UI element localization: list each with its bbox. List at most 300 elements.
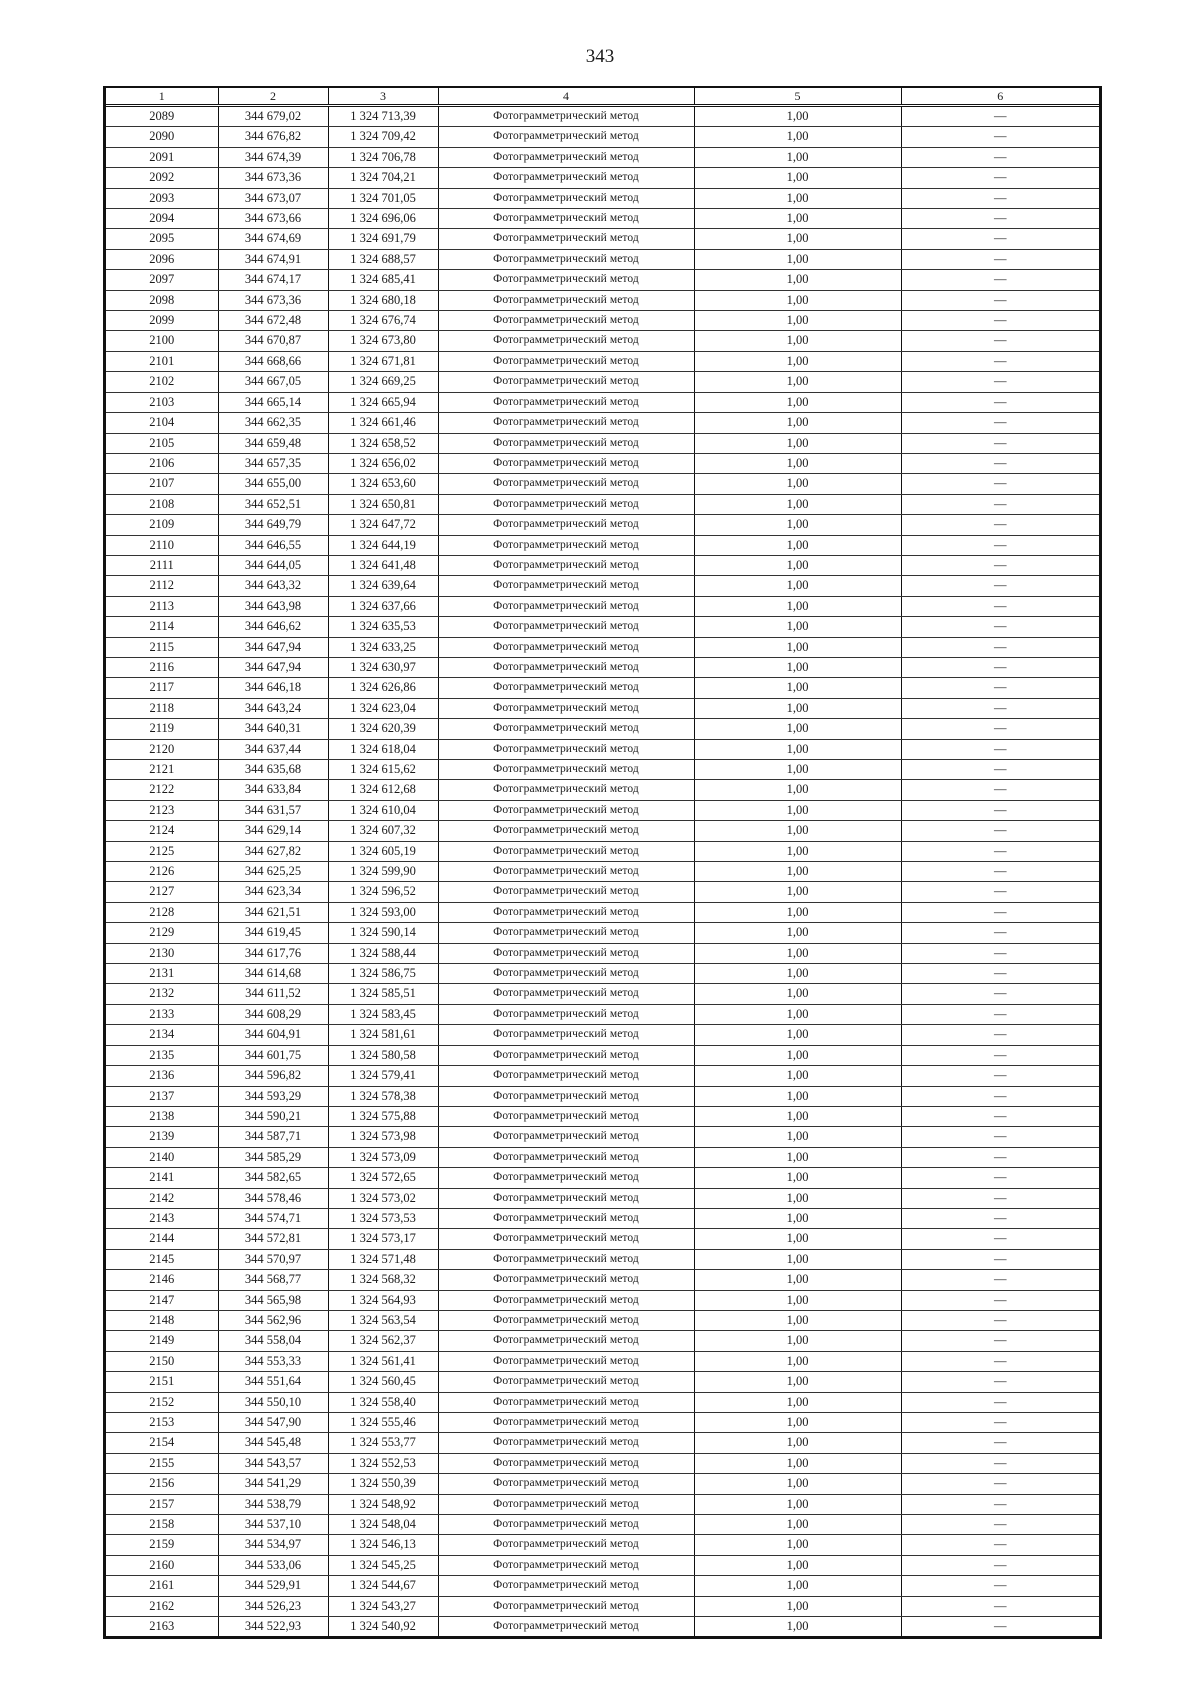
- cell-method: Фотограмметрический метод: [438, 1106, 694, 1126]
- cell-accuracy: 1,00: [694, 106, 901, 127]
- cell-coordinate-x: 344 529,91: [218, 1576, 328, 1596]
- table-row: [106, 617, 1099, 637]
- cell-point-number: 2114: [106, 617, 218, 637]
- cell-coordinate-x: 344 643,24: [218, 698, 328, 718]
- table-row: [106, 494, 1099, 514]
- table-row: [106, 800, 1099, 820]
- cell-accuracy: 1,00: [694, 392, 901, 412]
- cell-point-number: 2116: [106, 657, 218, 677]
- cell-note: —: [901, 106, 1099, 127]
- cell-coordinate-x: 344 543,57: [218, 1453, 328, 1473]
- cell-point-number: 2141: [106, 1168, 218, 1188]
- cell-accuracy: 1,00: [694, 188, 901, 208]
- cell-note: —: [901, 1372, 1099, 1392]
- cell-point-number: 2093: [106, 188, 218, 208]
- table-row: [106, 1208, 1099, 1228]
- table-row: [106, 1392, 1099, 1412]
- cell-coordinate-x: 344 537,10: [218, 1515, 328, 1535]
- cell-coordinate-x: 344 614,68: [218, 964, 328, 984]
- cell-accuracy: 1,00: [694, 1270, 901, 1290]
- cell-coordinate-y: 1 324 596,52: [328, 882, 438, 902]
- cell-method: Фотограмметрический метод: [438, 841, 694, 861]
- cell-method: Фотограмметрический метод: [438, 413, 694, 433]
- cell-coordinate-x: 344 629,14: [218, 821, 328, 841]
- cell-coordinate-y: 1 324 713,39: [328, 106, 438, 127]
- cell-point-number: 2107: [106, 474, 218, 494]
- cell-point-number: 2138: [106, 1106, 218, 1126]
- cell-method: Фотограмметрический метод: [438, 964, 694, 984]
- cell-point-number: 2105: [106, 433, 218, 453]
- cell-method: Фотограмметрический метод: [438, 923, 694, 943]
- cell-point-number: 2109: [106, 515, 218, 535]
- cell-coordinate-y: 1 324 623,04: [328, 698, 438, 718]
- cell-note: —: [901, 841, 1099, 861]
- cell-accuracy: 1,00: [694, 1392, 901, 1412]
- cell-point-number: 2162: [106, 1596, 218, 1616]
- cell-method: Фотограмметрический метод: [438, 1310, 694, 1330]
- table-row: [106, 1249, 1099, 1269]
- table-row: [106, 1045, 1099, 1065]
- table-row: [106, 188, 1099, 208]
- cell-coordinate-x: 344 619,45: [218, 923, 328, 943]
- cell-coordinate-x: 344 640,31: [218, 719, 328, 739]
- cell-method: Фотограмметрический метод: [438, 902, 694, 922]
- cell-coordinate-y: 1 324 581,61: [328, 1025, 438, 1045]
- cell-note: —: [901, 657, 1099, 677]
- table-row: [106, 698, 1099, 718]
- table-row: [106, 596, 1099, 616]
- cell-coordinate-y: 1 324 575,88: [328, 1106, 438, 1126]
- column-header-3: 3: [328, 88, 438, 106]
- cell-accuracy: 1,00: [694, 474, 901, 494]
- table-row: [106, 229, 1099, 249]
- cell-coordinate-y: 1 324 590,14: [328, 923, 438, 943]
- column-header-6: 6: [901, 88, 1099, 106]
- cell-note: —: [901, 984, 1099, 1004]
- cell-coordinate-x: 344 562,96: [218, 1310, 328, 1330]
- table-row: [106, 290, 1099, 310]
- table-row: [106, 760, 1099, 780]
- table-row: [106, 1066, 1099, 1086]
- cell-coordinate-y: 1 324 550,39: [328, 1474, 438, 1494]
- table-row: [106, 1147, 1099, 1167]
- cell-accuracy: 1,00: [694, 351, 901, 371]
- table-row: [106, 984, 1099, 1004]
- cell-coordinate-x: 344 547,90: [218, 1413, 328, 1433]
- cell-coordinate-x: 344 582,65: [218, 1168, 328, 1188]
- cell-accuracy: 1,00: [694, 515, 901, 535]
- table-row: [106, 1310, 1099, 1330]
- cell-note: —: [901, 453, 1099, 473]
- cell-point-number: 2163: [106, 1617, 218, 1637]
- cell-coordinate-x: 344 623,34: [218, 882, 328, 902]
- cell-note: —: [901, 270, 1099, 290]
- cell-method: Фотограмметрический метод: [438, 596, 694, 616]
- cell-coordinate-x: 344 646,55: [218, 535, 328, 555]
- table-row: [106, 168, 1099, 188]
- cell-note: —: [901, 1086, 1099, 1106]
- cell-coordinate-x: 344 574,71: [218, 1208, 328, 1228]
- cell-method: Фотограмметрический метод: [438, 719, 694, 739]
- cell-accuracy: 1,00: [694, 821, 901, 841]
- cell-accuracy: 1,00: [694, 1106, 901, 1126]
- table-row: [106, 1168, 1099, 1188]
- cell-note: —: [901, 1555, 1099, 1575]
- cell-coordinate-y: 1 324 669,25: [328, 372, 438, 392]
- cell-point-number: 2132: [106, 984, 218, 1004]
- cell-coordinate-y: 1 324 661,46: [328, 413, 438, 433]
- cell-point-number: 2156: [106, 1474, 218, 1494]
- cell-accuracy: 1,00: [694, 1617, 901, 1637]
- cell-point-number: 2110: [106, 535, 218, 555]
- cell-point-number: 2130: [106, 943, 218, 963]
- cell-note: —: [901, 1331, 1099, 1351]
- cell-note: —: [901, 943, 1099, 963]
- cell-note: —: [901, 1208, 1099, 1228]
- cell-point-number: 2100: [106, 331, 218, 351]
- cell-method: Фотограмметрический метод: [438, 1372, 694, 1392]
- cell-point-number: 2144: [106, 1229, 218, 1249]
- table-row: [106, 331, 1099, 351]
- cell-method: Фотограмметрический метод: [438, 1249, 694, 1269]
- table-row: [106, 841, 1099, 861]
- cell-point-number: 2101: [106, 351, 218, 371]
- cell-method: Фотограмметрический метод: [438, 1351, 694, 1371]
- cell-accuracy: 1,00: [694, 433, 901, 453]
- cell-note: —: [901, 1515, 1099, 1535]
- cell-coordinate-y: 1 324 641,48: [328, 555, 438, 575]
- cell-point-number: 2134: [106, 1025, 218, 1045]
- cell-point-number: 2128: [106, 902, 218, 922]
- table-row: [106, 1535, 1099, 1555]
- cell-note: —: [901, 637, 1099, 657]
- cell-point-number: 2126: [106, 862, 218, 882]
- cell-accuracy: 1,00: [694, 678, 901, 698]
- cell-method: Фотограмметрический метод: [438, 168, 694, 188]
- cell-note: —: [901, 1535, 1099, 1555]
- cell-method: Фотограмметрический метод: [438, 1535, 694, 1555]
- cell-method: Фотограмметрический метод: [438, 1127, 694, 1147]
- cell-coordinate-y: 1 324 558,40: [328, 1392, 438, 1412]
- cell-coordinate-y: 1 324 562,37: [328, 1331, 438, 1351]
- cell-note: —: [901, 1310, 1099, 1330]
- cell-coordinate-x: 344 649,79: [218, 515, 328, 535]
- table-row: [106, 964, 1099, 984]
- cell-coordinate-y: 1 324 671,81: [328, 351, 438, 371]
- cell-method: Фотограмметрический метод: [438, 1208, 694, 1228]
- table-row: [106, 474, 1099, 494]
- table-row: [106, 1617, 1099, 1637]
- cell-method: Фотограмметрический метод: [438, 453, 694, 473]
- table-row: [106, 270, 1099, 290]
- cell-method: Фотограмметрический метод: [438, 555, 694, 575]
- cell-method: Фотограмметрический метод: [438, 147, 694, 167]
- cell-note: —: [901, 1045, 1099, 1065]
- cell-accuracy: 1,00: [694, 147, 901, 167]
- cell-method: Фотограмметрический метод: [438, 474, 694, 494]
- cell-method: Фотограмметрический метод: [438, 821, 694, 841]
- cell-coordinate-y: 1 324 544,67: [328, 1576, 438, 1596]
- cell-accuracy: 1,00: [694, 555, 901, 575]
- table-row: [106, 1453, 1099, 1473]
- cell-method: Фотограмметрический метод: [438, 1576, 694, 1596]
- table-row: [106, 1331, 1099, 1351]
- cell-coordinate-x: 344 522,93: [218, 1617, 328, 1637]
- cell-accuracy: 1,00: [694, 270, 901, 290]
- cell-accuracy: 1,00: [694, 862, 901, 882]
- cell-accuracy: 1,00: [694, 127, 901, 147]
- cell-note: —: [901, 1106, 1099, 1126]
- cell-coordinate-y: 1 324 599,90: [328, 862, 438, 882]
- cell-coordinate-y: 1 324 561,41: [328, 1351, 438, 1371]
- cell-coordinate-x: 344 672,48: [218, 311, 328, 331]
- cell-coordinate-x: 344 673,36: [218, 290, 328, 310]
- cell-coordinate-y: 1 324 553,77: [328, 1433, 438, 1453]
- cell-coordinate-y: 1 324 607,32: [328, 821, 438, 841]
- cell-coordinate-y: 1 324 605,19: [328, 841, 438, 861]
- cell-method: Фотограмметрический метод: [438, 515, 694, 535]
- cell-accuracy: 1,00: [694, 841, 901, 861]
- cell-note: —: [901, 515, 1099, 535]
- table-row: [106, 902, 1099, 922]
- table-row: [106, 1086, 1099, 1106]
- cell-note: —: [901, 1474, 1099, 1494]
- cell-point-number: 2125: [106, 841, 218, 861]
- cell-point-number: 2103: [106, 392, 218, 412]
- cell-note: —: [901, 923, 1099, 943]
- cell-note: —: [901, 1617, 1099, 1637]
- cell-coordinate-y: 1 324 691,79: [328, 229, 438, 249]
- cell-point-number: 2133: [106, 1004, 218, 1024]
- cell-accuracy: 1,00: [694, 1127, 901, 1147]
- cell-coordinate-x: 344 568,77: [218, 1270, 328, 1290]
- cell-coordinate-x: 344 673,66: [218, 209, 328, 229]
- table-row: [106, 535, 1099, 555]
- cell-note: —: [901, 1596, 1099, 1616]
- cell-point-number: 2124: [106, 821, 218, 841]
- table-row: [106, 1433, 1099, 1453]
- cell-coordinate-x: 344 670,87: [218, 331, 328, 351]
- cell-point-number: 2143: [106, 1208, 218, 1228]
- cell-note: —: [901, 209, 1099, 229]
- cell-note: —: [901, 311, 1099, 331]
- cell-note: —: [901, 576, 1099, 596]
- cell-coordinate-x: 344 655,00: [218, 474, 328, 494]
- cell-method: Фотограмметрический метод: [438, 209, 694, 229]
- cell-coordinate-y: 1 324 635,53: [328, 617, 438, 637]
- cell-coordinate-y: 1 324 579,41: [328, 1066, 438, 1086]
- cell-coordinate-x: 344 553,33: [218, 1351, 328, 1371]
- cell-accuracy: 1,00: [694, 984, 901, 1004]
- cell-note: —: [901, 290, 1099, 310]
- cell-coordinate-y: 1 324 658,52: [328, 433, 438, 453]
- cell-coordinate-x: 344 593,29: [218, 1086, 328, 1106]
- cell-note: —: [901, 964, 1099, 984]
- cell-point-number: 2096: [106, 249, 218, 269]
- cell-method: Фотограмметрический метод: [438, 1596, 694, 1616]
- cell-method: Фотограмметрический метод: [438, 1045, 694, 1065]
- cell-point-number: 2102: [106, 372, 218, 392]
- cell-coordinate-x: 344 676,82: [218, 127, 328, 147]
- cell-coordinate-x: 344 646,18: [218, 678, 328, 698]
- cell-coordinate-y: 1 324 680,18: [328, 290, 438, 310]
- cell-coordinate-x: 344 633,84: [218, 780, 328, 800]
- cell-point-number: 2136: [106, 1066, 218, 1086]
- cell-coordinate-x: 344 647,94: [218, 657, 328, 677]
- cell-coordinate-y: 1 324 573,09: [328, 1147, 438, 1167]
- cell-coordinate-x: 344 662,35: [218, 413, 328, 433]
- cell-method: Фотограмметрический метод: [438, 270, 694, 290]
- cell-method: Фотограмметрический метод: [438, 984, 694, 1004]
- cell-coordinate-y: 1 324 593,00: [328, 902, 438, 922]
- cell-coordinate-y: 1 324 586,75: [328, 964, 438, 984]
- cell-note: —: [901, 902, 1099, 922]
- cell-note: —: [901, 1229, 1099, 1249]
- cell-point-number: 2158: [106, 1515, 218, 1535]
- cell-accuracy: 1,00: [694, 882, 901, 902]
- cell-coordinate-x: 344 631,57: [218, 800, 328, 820]
- cell-accuracy: 1,00: [694, 1372, 901, 1392]
- table-row: [106, 1515, 1099, 1535]
- cell-point-number: 2152: [106, 1392, 218, 1412]
- cell-method: Фотограмметрический метод: [438, 372, 694, 392]
- cell-method: Фотограмметрический метод: [438, 800, 694, 820]
- cell-method: Фотограмметрический метод: [438, 433, 694, 453]
- cell-method: Фотограмметрический метод: [438, 311, 694, 331]
- cell-coordinate-x: 344 643,32: [218, 576, 328, 596]
- cell-coordinate-x: 344 611,52: [218, 984, 328, 1004]
- cell-method: Фотограмметрический метод: [438, 1331, 694, 1351]
- cell-method: Фотограмметрический метод: [438, 780, 694, 800]
- cell-coordinate-x: 344 673,36: [218, 168, 328, 188]
- cell-coordinate-y: 1 324 637,66: [328, 596, 438, 616]
- cell-coordinate-x: 344 652,51: [218, 494, 328, 514]
- cell-method: Фотограмметрический метод: [438, 535, 694, 555]
- cell-method: Фотограмметрический метод: [438, 617, 694, 637]
- cell-method: Фотограмметрический метод: [438, 698, 694, 718]
- cell-point-number: 2137: [106, 1086, 218, 1106]
- cell-method: Фотограмметрический метод: [438, 1270, 694, 1290]
- cell-accuracy: 1,00: [694, 760, 901, 780]
- cell-point-number: 2104: [106, 413, 218, 433]
- cell-method: Фотограмметрический метод: [438, 1433, 694, 1453]
- cell-point-number: 2095: [106, 229, 218, 249]
- coordinates-table: [103, 86, 1102, 1639]
- cell-method: Фотограмметрический метод: [438, 106, 694, 127]
- cell-accuracy: 1,00: [694, 1596, 901, 1616]
- table-row: [106, 1494, 1099, 1514]
- cell-note: —: [901, 168, 1099, 188]
- cell-accuracy: 1,00: [694, 1025, 901, 1045]
- table-row: [106, 1474, 1099, 1494]
- cell-accuracy: 1,00: [694, 1004, 901, 1024]
- cell-accuracy: 1,00: [694, 1515, 901, 1535]
- cell-coordinate-y: 1 324 630,97: [328, 657, 438, 677]
- cell-accuracy: 1,00: [694, 1249, 901, 1269]
- cell-accuracy: 1,00: [694, 596, 901, 616]
- cell-accuracy: 1,00: [694, 1066, 901, 1086]
- cell-coordinate-x: 344 637,44: [218, 739, 328, 759]
- cell-coordinate-y: 1 324 650,81: [328, 494, 438, 514]
- cell-point-number: 2099: [106, 311, 218, 331]
- cell-coordinate-x: 344 674,69: [218, 229, 328, 249]
- cell-coordinate-y: 1 324 647,72: [328, 515, 438, 535]
- cell-accuracy: 1,00: [694, 331, 901, 351]
- cell-method: Фотограмметрический метод: [438, 1555, 694, 1575]
- cell-point-number: 2091: [106, 147, 218, 167]
- cell-note: —: [901, 413, 1099, 433]
- cell-method: Фотограмметрический метод: [438, 290, 694, 310]
- cell-method: Фотограмметрический метод: [438, 1494, 694, 1514]
- cell-method: Фотограмметрический метод: [438, 1453, 694, 1473]
- cell-coordinate-x: 344 545,48: [218, 1433, 328, 1453]
- cell-note: —: [901, 1433, 1099, 1453]
- cell-coordinate-y: 1 324 615,62: [328, 760, 438, 780]
- cell-note: —: [901, 1249, 1099, 1269]
- cell-point-number: 2108: [106, 494, 218, 514]
- cell-coordinate-y: 1 324 696,06: [328, 209, 438, 229]
- cell-note: —: [901, 351, 1099, 371]
- cell-point-number: 2121: [106, 760, 218, 780]
- cell-note: —: [901, 147, 1099, 167]
- table-row: [106, 1270, 1099, 1290]
- cell-coordinate-y: 1 324 620,39: [328, 719, 438, 739]
- table-row: [106, 943, 1099, 963]
- table-row: [106, 1004, 1099, 1024]
- cell-coordinate-x: 344 659,48: [218, 433, 328, 453]
- cell-note: —: [901, 1147, 1099, 1167]
- cell-method: Фотограмметрический метод: [438, 637, 694, 657]
- table-row: [106, 576, 1099, 596]
- cell-point-number: 2140: [106, 1147, 218, 1167]
- cell-coordinate-y: 1 324 555,46: [328, 1413, 438, 1433]
- cell-coordinate-x: 344 644,05: [218, 555, 328, 575]
- cell-coordinate-x: 344 538,79: [218, 1494, 328, 1514]
- cell-method: Фотограмметрический метод: [438, 576, 694, 596]
- cell-coordinate-x: 344 657,35: [218, 453, 328, 473]
- cell-coordinate-x: 344 587,71: [218, 1127, 328, 1147]
- cell-coordinate-y: 1 324 563,54: [328, 1310, 438, 1330]
- cell-method: Фотограмметрический метод: [438, 229, 694, 249]
- cell-accuracy: 1,00: [694, 739, 901, 759]
- cell-method: Фотограмметрический метод: [438, 1168, 694, 1188]
- cell-coordinate-x: 344 572,81: [218, 1229, 328, 1249]
- cell-note: —: [901, 372, 1099, 392]
- cell-coordinate-x: 344 590,21: [218, 1106, 328, 1126]
- cell-coordinate-y: 1 324 706,78: [328, 147, 438, 167]
- cell-coordinate-y: 1 324 580,58: [328, 1045, 438, 1065]
- cell-accuracy: 1,00: [694, 637, 901, 657]
- cell-method: Фотограмметрический метод: [438, 1290, 694, 1310]
- table-row: [106, 555, 1099, 575]
- cell-coordinate-x: 344 578,46: [218, 1188, 328, 1208]
- cell-note: —: [901, 249, 1099, 269]
- cell-note: —: [901, 1127, 1099, 1147]
- cell-coordinate-y: 1 324 545,25: [328, 1555, 438, 1575]
- cell-point-number: 2089: [106, 106, 218, 127]
- cell-accuracy: 1,00: [694, 1331, 901, 1351]
- cell-note: —: [901, 494, 1099, 514]
- cell-coordinate-x: 344 550,10: [218, 1392, 328, 1412]
- table-row: [106, 719, 1099, 739]
- cell-accuracy: 1,00: [694, 1045, 901, 1065]
- cell-note: —: [901, 1188, 1099, 1208]
- cell-coordinate-y: 1 324 618,04: [328, 739, 438, 759]
- cell-note: —: [901, 760, 1099, 780]
- cell-point-number: 2148: [106, 1310, 218, 1330]
- cell-point-number: 2120: [106, 739, 218, 759]
- cell-coordinate-y: 1 324 564,93: [328, 1290, 438, 1310]
